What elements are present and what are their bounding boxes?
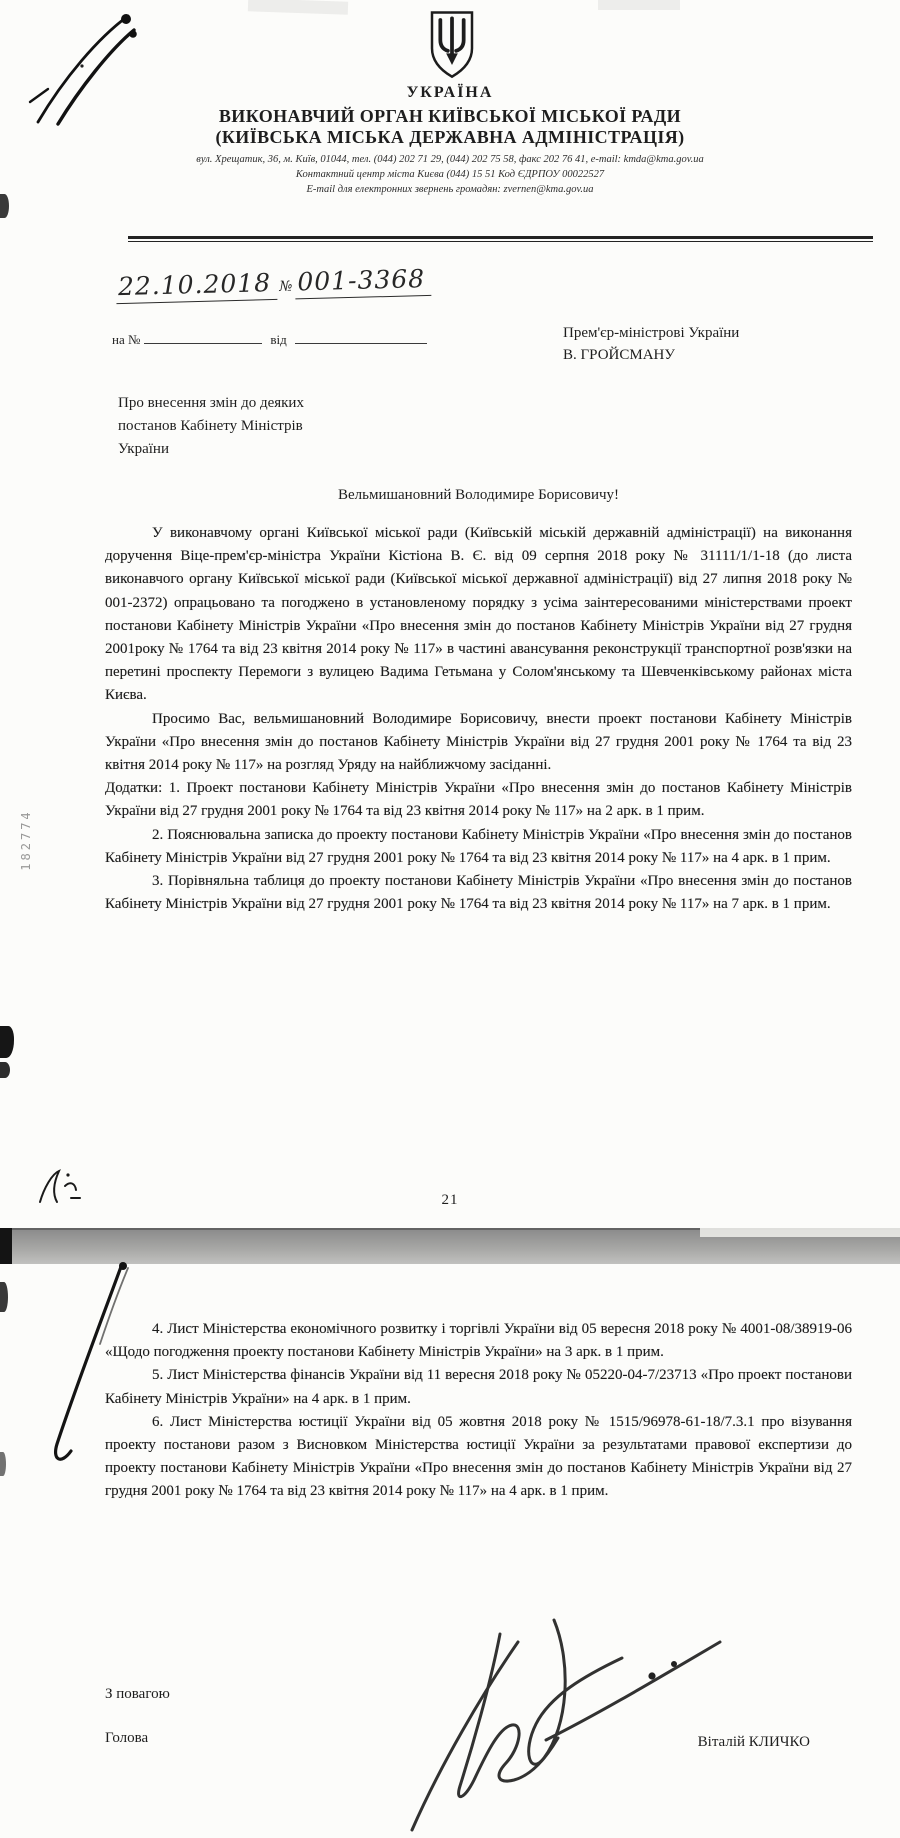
- letterhead-org-name: [0, 106, 900, 148]
- address-line-3: E-mail для електронних звернень громадян: zvernen@kma.gov.ua: [306, 184, 594, 195]
- addressee-block: [563, 322, 739, 366]
- body-paragraph: У виконавчому органі Київської міської ради (Київській міській державній адміністрації) на виконання доручення Віце-прем'єр-міністра України Кістіона В. Є. від 09 серпня 2018 року № 31111/1/1-18 (до листа виконавчого органу Київської міської ради (Київської міської державної адміністрації) від 27 липня 2018 року № 001-2372) опрацьовано та погоджено в установленому порядку з усіма заінтересованими міністерствами проект постанови Кабінету Міністрів України «Про внесення змін до постанов Кабінету Міністрів України від 27 грудня 2001року № 1764 та від 23 квітня 2014 року № 117» в частині авансування реконструкції транспортної розв'язки на перетині проспекту Перемоги з вулицею Вадима Гетьмана у Солом'янському та Шевченківському районах міста Києва.: [105, 525, 852, 704]
- signature: [320, 1606, 740, 1834]
- registration-stamp-number: 182774: [19, 809, 33, 871]
- salutation: Вельмишановний Володимире Борисовичу!: [337, 487, 620, 503]
- subject-line-3: України: [118, 441, 169, 457]
- org-line-1: ВИКОНАВЧИЙ ОРГАН КИЇВСЬКОЇ МІСЬКОЇ РАДИ: [218, 106, 682, 126]
- reply-to-label: на №: [112, 332, 141, 347]
- address-line-1: вул. Хрещатик, 36, м. Київ, 01044, тел. (044) 202 71 29, (044) 202 75 58, факс 202 76 41, e-mail: kmda@kma.gov.ua: [196, 154, 704, 165]
- scan-edge-mark: [0, 194, 9, 218]
- closing-regards: З повагою: [105, 1686, 170, 1702]
- scan-edge-mark: [0, 1228, 12, 1264]
- number-sign: №: [279, 278, 294, 295]
- addressee-position: Прем'єр-міністрові України: [563, 325, 740, 341]
- addressee-name: В. ГРОЙСМАНУ: [563, 347, 675, 363]
- org-line-2: (КИЇВСЬКА МІСЬКА ДЕРЖАВНА АДМІНІСТРАЦІЯ): [215, 127, 685, 147]
- scan-edge-mark: [0, 1282, 8, 1312]
- attachments-paragraph: 5. Лист Міністерства фінансів України від 11 вересня 2018 року № 05220-04-7/23713 «Про проект постанови Кабінету Міністрів України» на 4 арк. в 1 прим.: [105, 1367, 852, 1407]
- scan-smudge: [598, 0, 680, 10]
- attachments-paragraph: 2. Пояснювальна записка до проекту постанови Кабінету Міністрів України «Про внесення змін до постанов Кабінету Міністрів України від 27 грудня 2001 року № 1764 та від 23 квітня 2014 року № 117» на 4 арк. в 1 прим.: [105, 826, 852, 866]
- handwritten-number: 001-3368: [295, 264, 432, 300]
- handwritten-date: 22.10.2018: [116, 268, 278, 304]
- scan-edge-mark: [0, 1452, 6, 1476]
- address-line-2: Контактний центр міста Києва (044) 15 51 Код ЄДРПОУ 00022527: [295, 169, 605, 180]
- letter-body-page-2: [105, 1318, 852, 1504]
- handwritten-date-number: [116, 264, 432, 304]
- reply-number-blank: [144, 331, 262, 344]
- subject-line-1: Про внесення змін до деяких: [118, 395, 304, 411]
- letter-body-page-1: [105, 522, 852, 916]
- scan-gap-page-edge: [700, 1228, 900, 1237]
- scan-edge-mark: [0, 1026, 14, 1058]
- letterhead-address: [0, 152, 900, 197]
- attachments-paragraph: Додатки: 1. Проект постанови Кабінету Міністрів України «Про внесення змін до постанов Кабінету Міністрів України від 27 грудня 2001 року № 1764 та від 23 квітня 2014 року № 117» на 2 арк. в 1 прим.: [105, 780, 852, 820]
- reply-from-label: від: [270, 332, 287, 347]
- scan-edge-mark: [0, 1062, 10, 1078]
- signer-title: Голова: [105, 1730, 149, 1746]
- attachments-paragraph: 3. Порівняльна таблиця до проекту постанови Кабінету Міністрів України «Про внесення змін до постанов Кабінету Міністрів України від 27 грудня 2001 року № 1764 та від 23 квітня 2014 року № 117» на 7 арк. в 1 прим.: [105, 873, 852, 913]
- ukraine-trident-emblem-icon: [427, 10, 477, 80]
- subject-block: [118, 392, 358, 461]
- attachments-paragraph: 4. Лист Міністерства економічного розвитку і торгівлі України від 05 вересня 2018 року № 4001-08/38919-06 «Щодо погодження проекту постанови Кабінету Міністрів України» на 3 арк. в 1 прим.: [105, 1321, 852, 1361]
- letterhead-divider-rule: [128, 236, 873, 242]
- letterhead-country: УКРАЇНА: [406, 84, 494, 101]
- page-number: 21: [441, 1192, 459, 1208]
- subject-line-2: постанов Кабінету Міністрів: [118, 418, 303, 434]
- reply-date-blank: [295, 331, 427, 344]
- body-paragraph: Просимо Вас, вельмишановний Володимире Борисовичу, внести проект постанови Кабінету Міністрів України «Про внесення змін до постанов Кабінету Міністрів України від 27 грудня 2001 року № 1764 та від 23 квітня 2014 року № 117» на розгляд Уряду на найближчому засіданні.: [105, 710, 852, 774]
- scan-smudge: [248, 0, 348, 15]
- attachments-paragraph: 6. Лист Міністерства юстиції України від 05 жовтня 2018 року № 1515/96978-61-18/7.3.1 про візування проекту постанови разом з Висновком Міністерства юстиції України за результатами правової експертизи до проекту постанови Кабінету Міністрів України «Про внесення змін до постанов Кабінету Міністрів України від 27 грудня 2001 року № 1764 та від 23 квітня 2014 року № 117» на 4 арк. в 1 прим.: [105, 1413, 852, 1500]
- signer-name: Віталій КЛИЧКО: [697, 1734, 810, 1750]
- reply-reference-line: [112, 331, 427, 348]
